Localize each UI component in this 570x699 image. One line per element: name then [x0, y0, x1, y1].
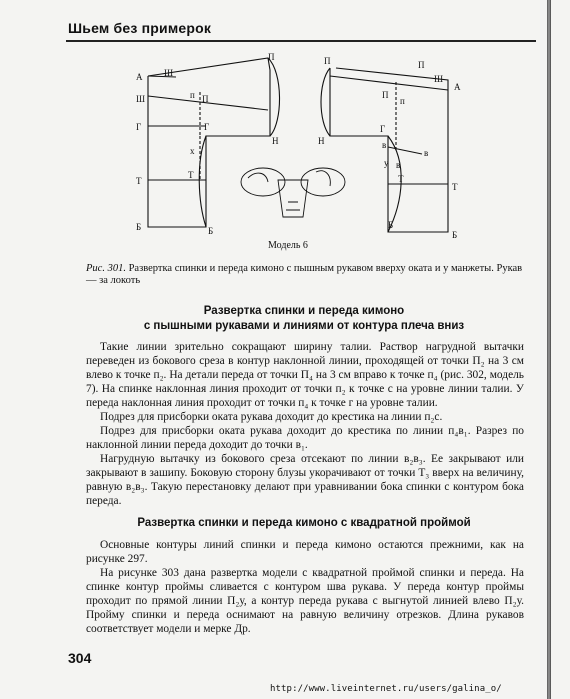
model-label: Модель 6 — [268, 240, 308, 251]
section1-title — [86, 304, 522, 334]
caption-fig-ref: Рис. 301. — [86, 263, 126, 274]
label-right-P1: П — [324, 56, 331, 66]
pattern-figure — [118, 52, 508, 267]
label-V3: в — [396, 160, 401, 170]
watermark-url: http://www.liveinternet.ru/users/galina_o/ — [270, 684, 502, 694]
label-P4: П — [382, 90, 389, 100]
label-V: в — [424, 148, 429, 158]
page-number: 304 — [68, 650, 92, 666]
label-Sh: Ш — [164, 68, 174, 78]
section2-paragraph: На рисунке 303 дана развертка модели с квадратной проймой спинки и переда. На спинке контур проймы сливается с контуром шва рукава. У переда контур проймы проходит по прямой линии П₂у, а контур переда рукава с выгнутой линией влево П₂у. Пройму спинки и переда оснимают на равную величину отрезков. Длина рукавов соответствует модели и мерке Др. — [86, 567, 524, 635]
label-A2: А — [454, 82, 461, 92]
label-B1: Б — [208, 226, 214, 236]
back-pattern-outline — [148, 58, 270, 227]
label-B2: Б — [452, 230, 458, 240]
section1-title-line1: Развертка спинки и переда кимоно — [203, 305, 405, 317]
section2-body — [86, 538, 524, 636]
label-n2: п — [190, 90, 195, 100]
label-G: Г — [136, 122, 142, 132]
label-n4: п — [400, 96, 405, 106]
label-B3: Б — [388, 220, 394, 230]
model-sketch — [241, 168, 345, 217]
label-T2: Т — [452, 182, 458, 192]
section1-body — [86, 340, 524, 508]
front-pattern-outline — [330, 68, 448, 232]
label-G3: Г — [380, 124, 386, 134]
label-X: х — [190, 146, 195, 156]
book-spine-shadow — [547, 0, 551, 699]
label-P1: П — [268, 52, 275, 62]
label-Sh1: Ш — [136, 94, 146, 104]
label-right-P: П — [418, 60, 425, 70]
label-T: Т — [136, 176, 142, 186]
section1-paragraph: Подрез для присборки оката рукава доходит до крестика по линии п₄в₁. Разрез по наклонной линии переда доходит до точки в₁. — [86, 425, 524, 451]
header-title: Шьем без примерок — [68, 20, 212, 36]
section2-paragraph: Основные контуры линий спинки и переда кимоно остаются прежними, как на рисунке 297. — [86, 539, 524, 565]
caption-text: Развертка спинки и переда кимоно с пышным рукавом вверху оката и у манжеты. Рукав — за локоть — [86, 263, 523, 286]
section1-paragraph: Такие линии зрительно сокращают ширину талии. Раствор нагрудной вытачки переведен из бокового среза в контур наклонной линии, проходящей от точки П₂ на 3 см влево к точке п₂. На детали переда от точки П₄ на 3 см вправо к точке п₄ (рис. 302, модель 7). На спинке наклонная линия проходит от точки п₂ к точке с на уровне линии талии. У переда наклонная линия проходит от точки п₄ к точке г на уровне талии. — [86, 341, 524, 409]
label-T1: Т — [188, 170, 194, 180]
label-V2: в — [382, 140, 387, 150]
label-N-left: Н — [272, 136, 279, 146]
label-P2: П — [202, 94, 209, 104]
section2-title: Развертка спинки и переда кимоно с квадратной проймой — [137, 517, 471, 529]
section1-paragraph: Нагрудную вытачку из бокового среза отсекают по линии в₂в₃. Ее закрывают или закрывают в зашипу. Боковую сторону блузы укорачивают от точки Т₃ вверх на величину, равную в₂в₃. Такую перестановку делают при уравнивании бока спинки с контуром бока переда. — [86, 453, 524, 507]
label-B: Б — [136, 222, 142, 232]
label-Sh2: Ш — [434, 74, 444, 84]
section1-title-line2: с пышными рукавами и линиями от контура плеча вниз — [143, 320, 465, 332]
label-T3: Т — [398, 174, 404, 184]
running-header — [66, 20, 536, 42]
section1-paragraph: Подрез для присборки оката рукава доходит до крестика на линии п₂с. — [100, 411, 443, 423]
label-N-right: Н — [318, 136, 325, 146]
label-G1: Г — [204, 122, 210, 132]
label-U: у — [384, 158, 389, 168]
label-A: А — [136, 72, 143, 82]
figure-caption — [86, 263, 526, 287]
